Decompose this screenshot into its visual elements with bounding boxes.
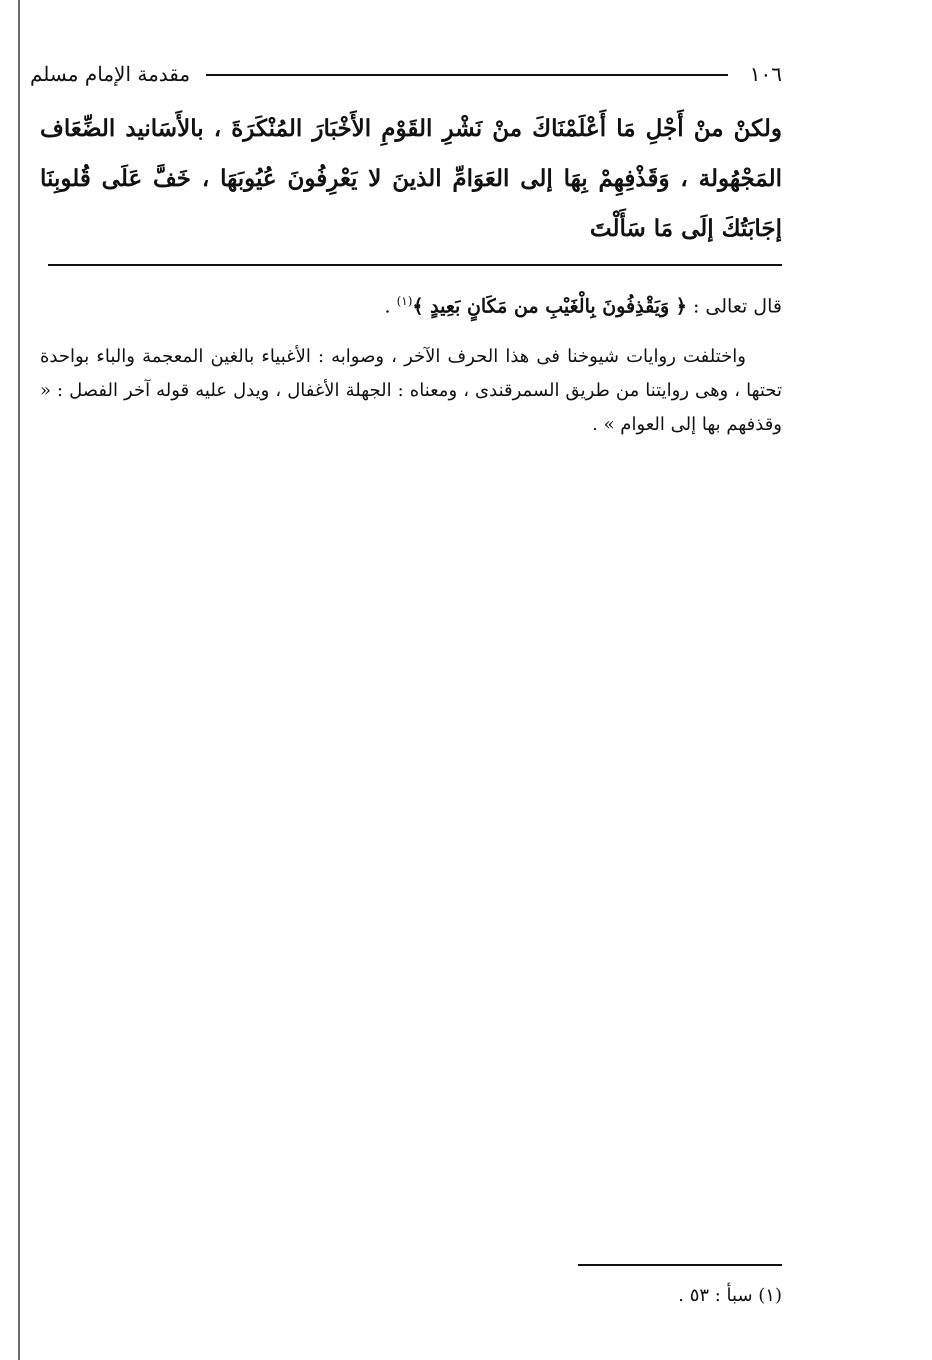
- footnote-marker: (١): [396, 294, 413, 308]
- header-rule: [206, 74, 728, 76]
- main-text-paragraph: ولكنْ منْ أَجْلِ مَا أَعْلَمْنَاكَ منْ نَشْرِ القَوْمِ الأَخْبَارَ المُنْكَرَةَ ، بالأَسَانيد الضِّعَاف المَجْهُولة ، وَقَذْفِهِمْ بِهَا إلى العَوَامِّ الذينَ لا يَعْرِفُونَ عُيُوبَهَا ، خَفَّ عَلَى قُلوبِنَا إجَابَتُكَ إلَى مَا سَأَلْتَ: [40, 115, 782, 242]
- verse-end-punct: .: [384, 295, 397, 318]
- scan-edge-line: [18, 0, 20, 1360]
- running-title: مقدمة الإمام مسلم: [30, 62, 191, 86]
- commentary-paragraph: [40, 340, 782, 442]
- verse-note: [40, 286, 782, 321]
- verse-quote: ﴿ وَيَقْذِفُونَ بِالْغَيْبِ من مَكَانٍ بَعِيدٍ ﴾: [412, 295, 687, 318]
- verse-intro: قال تعالى :: [686, 295, 782, 318]
- footnote-rule: [578, 1264, 782, 1266]
- page-number: ١٠٦: [749, 62, 782, 86]
- commentary-text: واختلفت روايات شيوخنا فى هذا الحرف الآخر ، وصوابه : الأغبياء بالغين المعجمة والباء بواحدة تحتها ، وهى روايتنا من طريق السمرقندى ، ومعناه : الجهلة الأغفال ، ويدل عليه قوله آخر الفصل : « وقذفهم بها إلى العوام » .: [40, 346, 782, 435]
- footnote: (١) سبأ : ٥٣ .: [678, 1285, 782, 1306]
- main-text-separator: [48, 264, 782, 266]
